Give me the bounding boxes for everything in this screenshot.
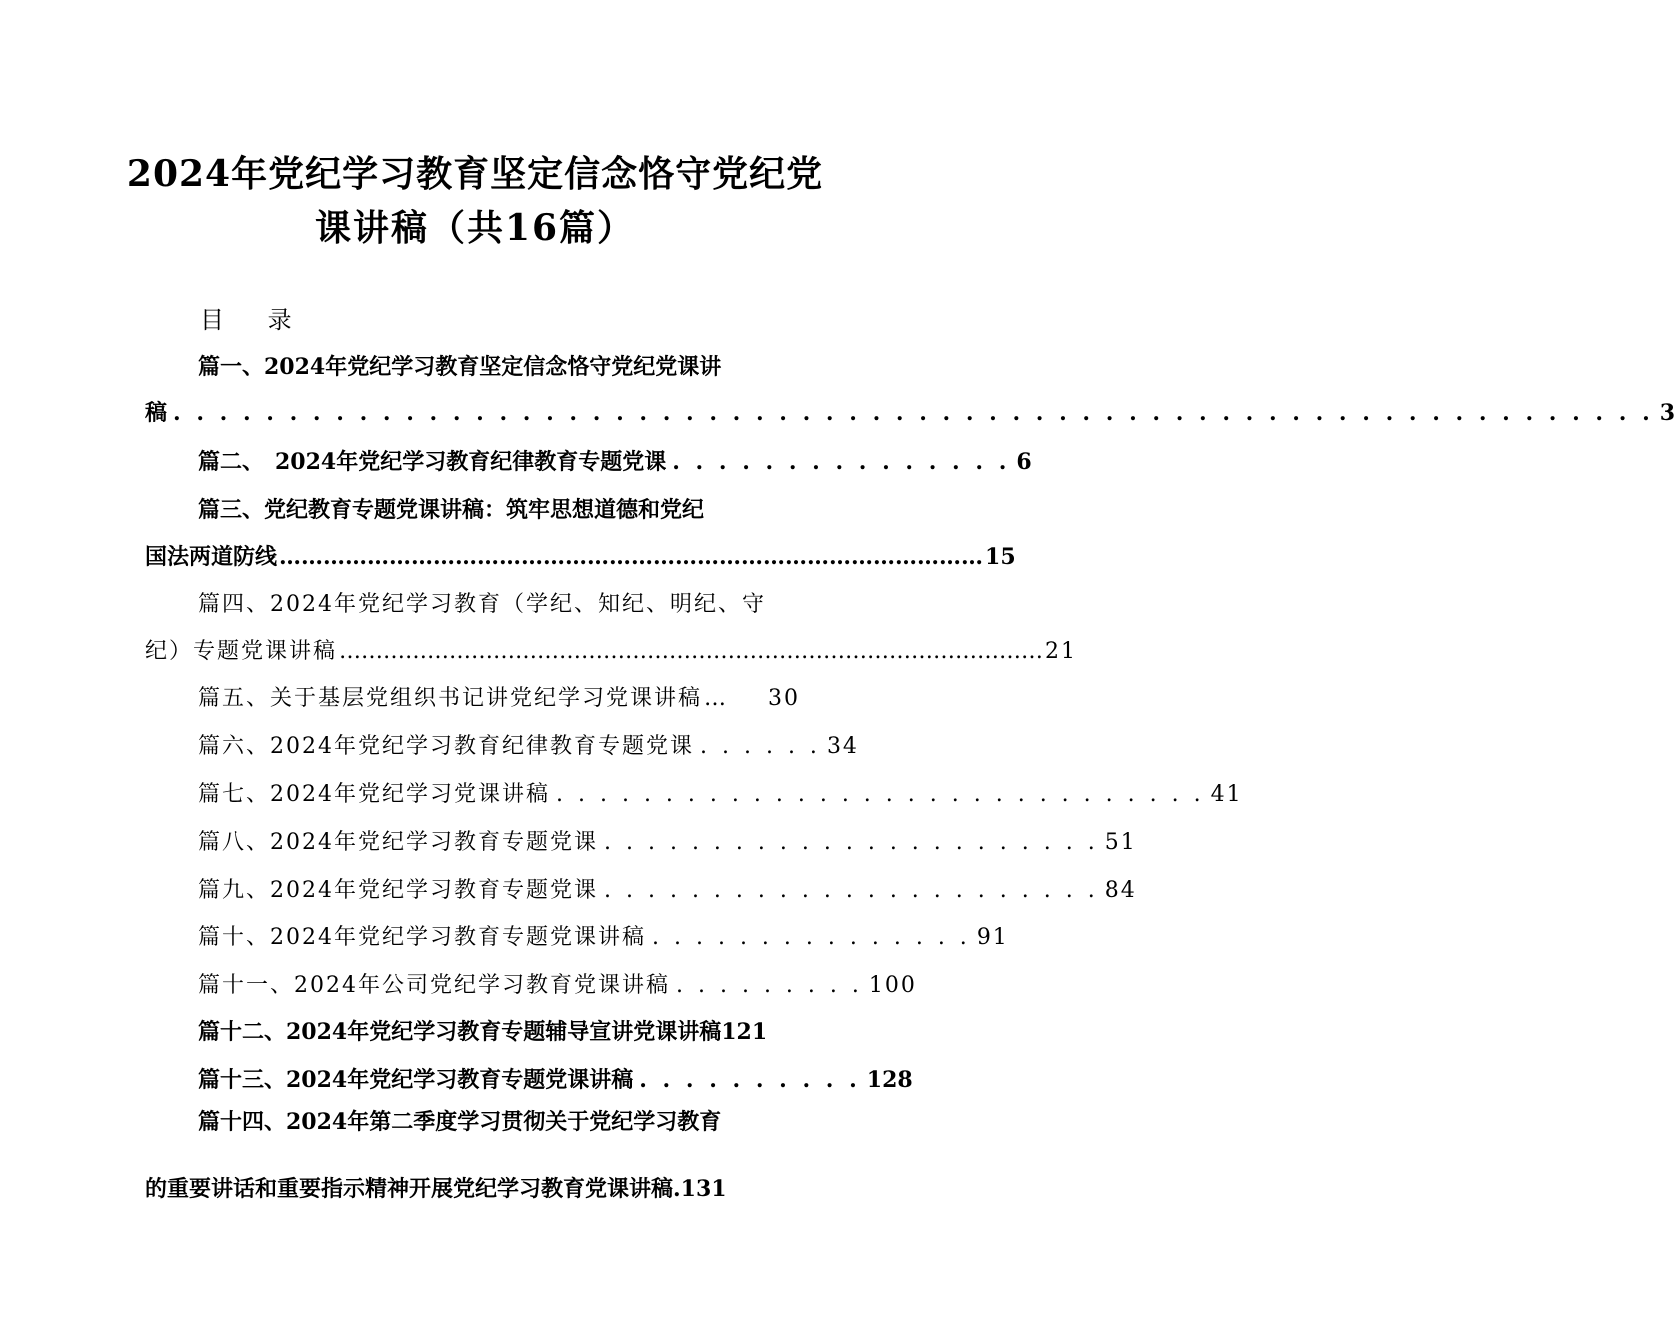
toc-entry-3-label: 国法两道防线 [145,544,278,570]
toc-entry-6-label: 篇六、2024年党纪学习教育纪律教育专题党课 [198,734,694,759]
toc-entry-13-page: 128 [866,1067,913,1093]
toc-entry-7-page: 41 [1210,782,1243,807]
toc-entry-13 [198,1063,913,1094]
toc-entry-3-page: 15 [985,544,1016,570]
toc-entry-2-page: 6 [1016,449,1032,475]
toc-leader-dots: …………………………………………………………………………………… [279,544,984,570]
toc-leader-dots: . . . . . . . . . . . . . . . . . . . . . . . [604,830,1099,855]
toc-entry-14-line-1: 篇十四、2024年第二季度学习贯彻关于党纪学习教育 [198,1109,722,1135]
toc-entry-8 [198,825,1137,856]
toc-entry-6 [198,729,859,760]
toc-leader-dots: …………………………………………………………………………………… [339,639,1044,664]
toc-entry-11 [198,968,917,999]
toc-entry-10 [198,920,1009,951]
toc-entry-4-label: 纪）专题党课讲稿 [145,639,338,664]
toc-entry-1-line-2 [145,396,1675,427]
toc-leader-dots: . . . . . . . . . . . . . . . . . . . . . . . [604,878,1099,903]
toc-entry-11-page: 100 [868,973,917,998]
toc-entry-1-page: 3 [1659,400,1675,426]
toc-entry-1-line-1: 篇一、2024年党纪学习教育坚定信念恪守党纪党课讲 [198,354,722,380]
toc-entry-3-line-2 [145,540,1016,571]
toc-entry-10-page: 91 [976,925,1009,950]
document-title-line-2: 课讲稿（共16篇） [314,207,636,249]
toc-leader-dots: . . . . . . . . . . [639,1067,861,1093]
toc-entry-3-line-1: 篇三、党纪教育专题党课讲稿：筑牢思想道德和党纪 [198,497,705,523]
toc-entry-5-page: 30 [768,686,800,711]
toc-entry-1-label: 稿 [145,400,168,426]
toc-entry-14-page: 131 [680,1176,727,1202]
toc-entry-7-label: 篇七、2024年党纪学习党课讲稿 [198,782,550,807]
toc-entry-11-label: 篇十一、2024年公司党纪学习教育党课讲稿 [198,973,670,998]
toc-entry-2-label: 篇二、 2024年党纪学习教育纪律教育专题党课 [198,449,667,475]
toc-entry-10-label: 篇十、2024年党纪学习教育专题党课讲稿 [198,925,646,950]
toc-entry-5 [198,681,800,712]
toc-entry-2 [198,445,1032,476]
toc-entry-7 [198,777,1243,808]
toc-leader-dots: . . . . . . . . . [676,973,863,998]
toc-leader-dots: . . . . . . [700,734,821,759]
toc-entry-14-line-2 [145,1172,727,1203]
toc-entry-4-line-2 [145,634,1078,665]
toc-entry-9 [198,873,1137,904]
toc-heading: 目 录 [200,306,310,334]
toc-leader-dots: . . . . . . . . . . . . . . . [672,449,1011,475]
toc-entry-8-page: 51 [1104,830,1137,855]
toc-entry-14-label: 的重要讲话和重要指示精神开展党纪学习教育党课讲稿. [145,1176,681,1202]
toc-entry-12 [198,1015,838,1046]
toc-entry-8-label: 篇八、2024年党纪学习教育专题党课 [198,830,598,855]
toc-entry-12-page: 121 [721,1019,768,1045]
toc-leader-dots: . . . . . . . . . . . . . . . . . . . . . . . . . . . . . . [556,782,1205,807]
toc-leader-dots: . . . . . . . . . . . . . . . . . . . . . . . . . . . . . . . . . . . . . . . . . . . . . . . . . . . . . . . . . . . . . . . . [173,400,1654,426]
toc-entry-9-label: 篇九、2024年党纪学习教育专题党课 [198,878,598,903]
toc-entry-4-line-1: 篇四、2024年党纪学习教育（学纪、知纪、明纪、守 [198,592,766,617]
document-title-line-1: 2024年党纪学习教育坚定信念恪守党纪党 [126,153,824,195]
toc-entry-5-label: 篇五、关于基层党组织书记讲党纪学习党课讲稿 [198,686,703,711]
toc-leader-dots: … [704,686,727,711]
toc-entry-9-page: 84 [1104,878,1137,903]
toc-entry-13-label: 篇十三、2024年党纪学习教育专题党课讲稿 [198,1067,634,1093]
toc-entry-4-page: 21 [1045,639,1078,664]
toc-entry-6-page: 34 [826,734,859,759]
toc-entry-12-label: 篇十二、2024年党纪学习教育专题辅导宣讲党课讲稿 [198,1019,722,1045]
toc-leader-dots: . . . . . . . . . . . . . . . [652,925,971,950]
